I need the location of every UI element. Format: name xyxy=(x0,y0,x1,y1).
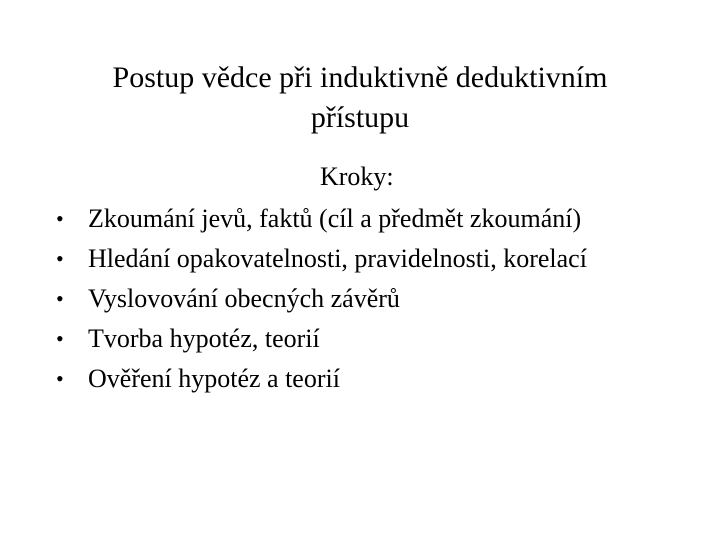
bullet-icon: • xyxy=(56,366,64,391)
list-item-text: Vyslovování obecných závěrů xyxy=(88,284,400,313)
bullet-icon: • xyxy=(56,286,64,311)
bullet-icon: • xyxy=(56,246,64,271)
list-item xyxy=(46,359,587,399)
steps-heading: Kroky: xyxy=(320,162,394,191)
list-item xyxy=(46,239,587,279)
slide-title-line-2: přístupu xyxy=(310,101,410,134)
slide-title xyxy=(60,58,660,138)
slide-title-line-1: Postup vědce při induktivně deduktivním xyxy=(112,61,608,94)
list-item xyxy=(46,199,587,239)
bullet-icon: • xyxy=(56,206,64,231)
list-item-text: Tvorba hypotéz, teorií xyxy=(88,324,320,353)
list-item xyxy=(46,279,587,319)
steps-list xyxy=(46,199,587,399)
list-item-text: Ověření hypotéz a teorií xyxy=(88,364,340,393)
list-item-text: Hledání opakovatelnosti, pravidelnosti, korelací xyxy=(88,244,587,273)
list-item-text: Zkoumání jevů, faktů (cíl a předmět zkoumání) xyxy=(88,204,582,233)
list-item xyxy=(46,319,587,359)
bullet-icon: • xyxy=(56,326,64,351)
